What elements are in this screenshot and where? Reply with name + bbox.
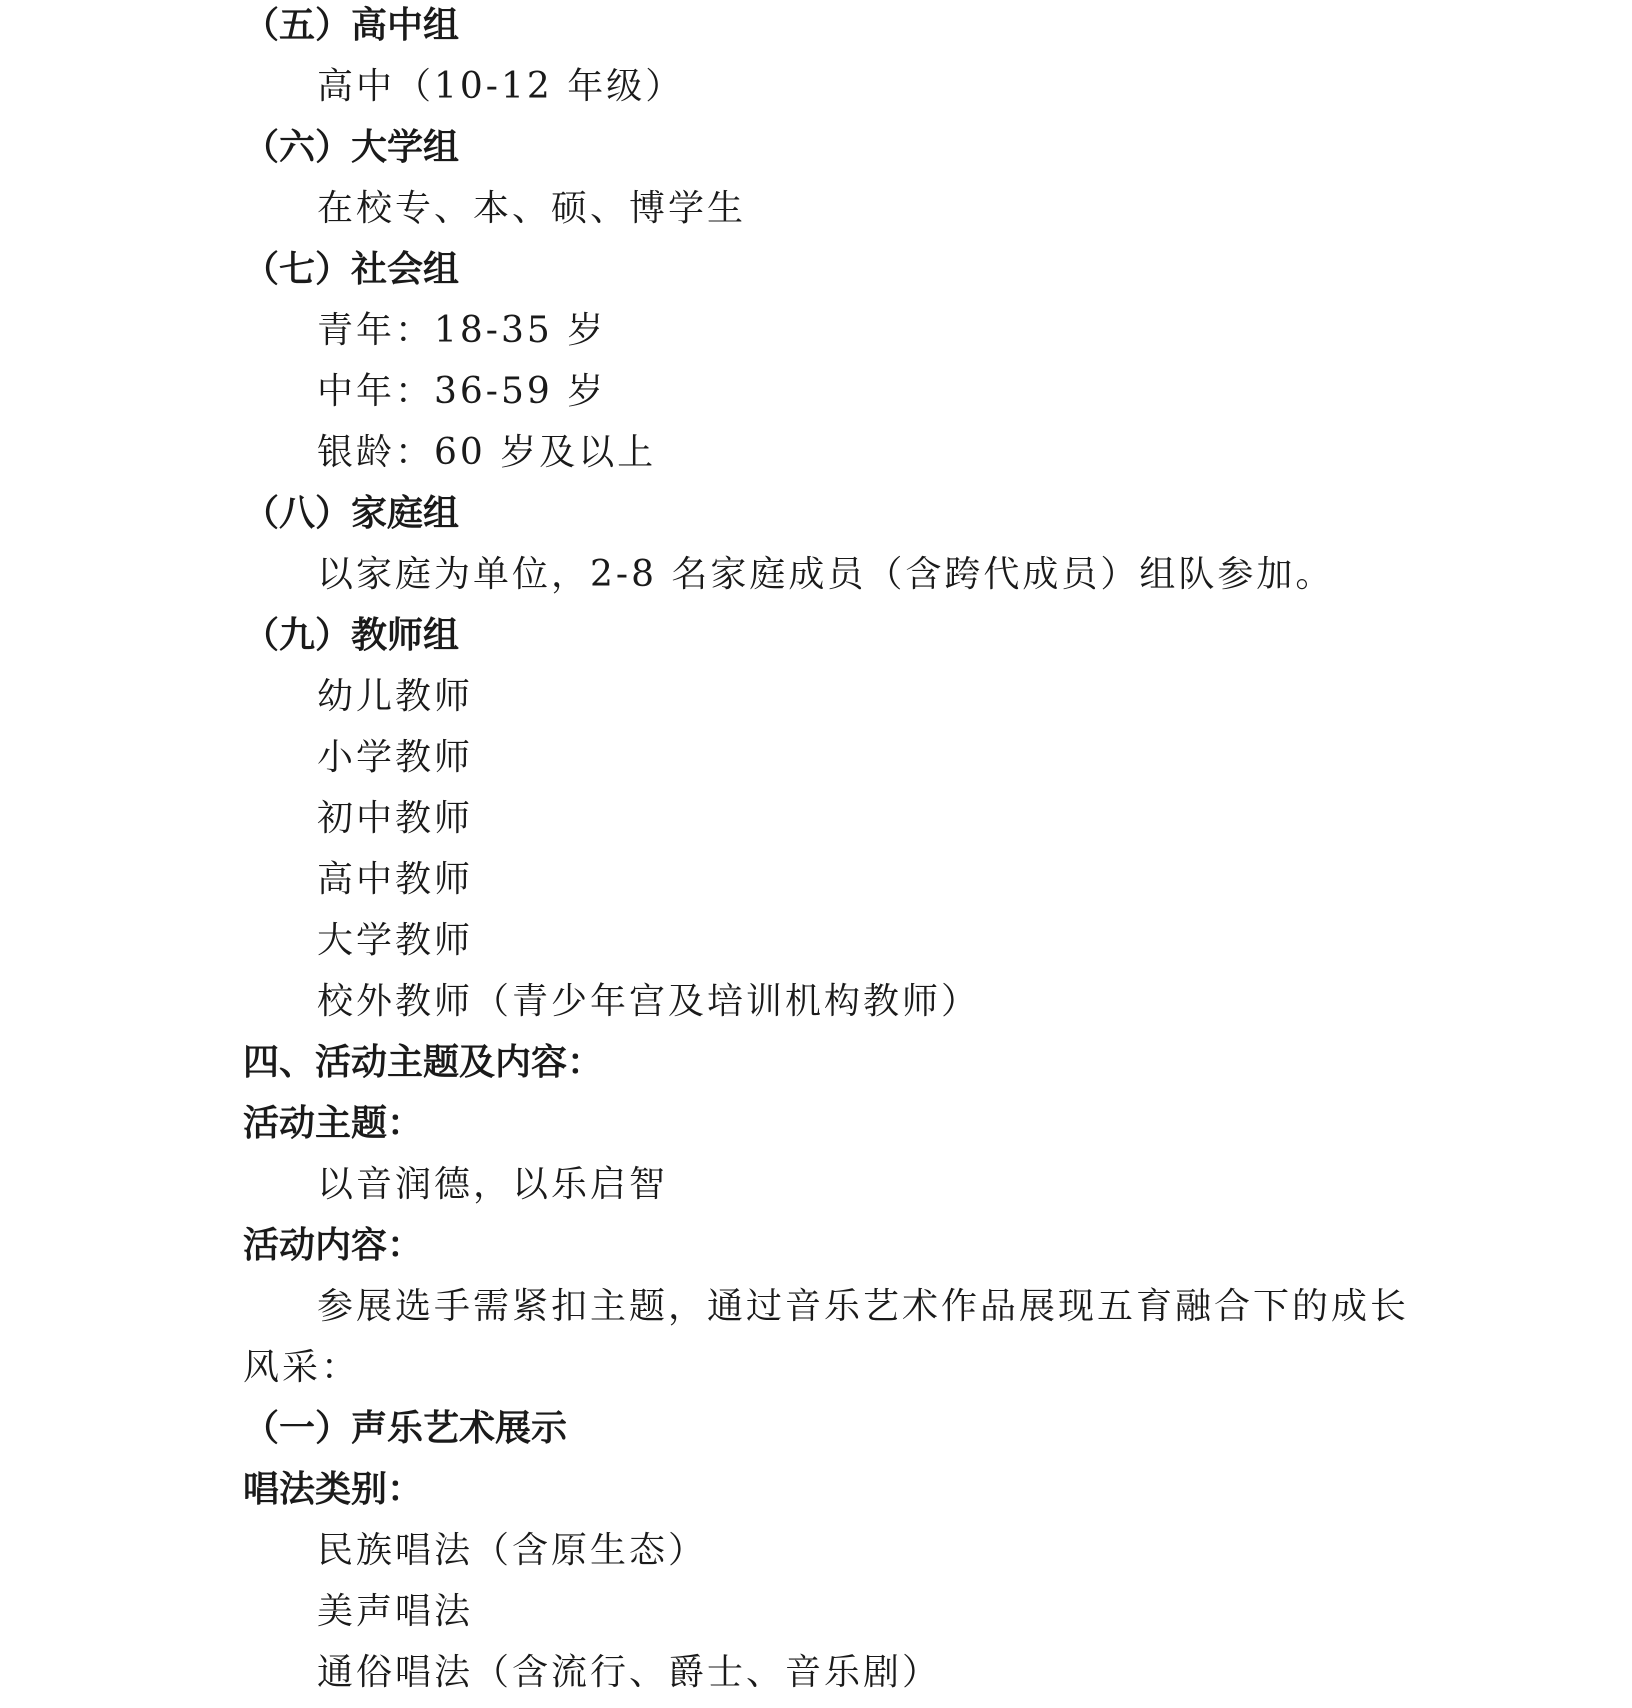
heading-singing-categories: 唱法类别： (243, 1469, 424, 1510)
text-bel-canto: 美声唱法 (317, 1591, 474, 1632)
text-teacher-university: 大学教师 (317, 920, 474, 961)
heading-vocal-art: （一）声乐艺术展示 (243, 1408, 568, 1449)
text-university-students: 在校专、本、硕、博学生 (317, 188, 747, 229)
heading-activity-content: 活动内容： (243, 1225, 424, 1266)
heading-teacher-group: （九）教师组 (243, 615, 460, 656)
text-teacher-kindergarten: 幼儿教师 (317, 676, 474, 717)
text-content-line-2: 风采： (243, 1347, 361, 1388)
text-theme: 以音润德，以乐启智 (317, 1164, 669, 1205)
text-popular-singing: 通俗唱法（含流行、爵士、音乐剧） (317, 1652, 942, 1693)
text-youth-age: 青年：18-35 岁 (317, 310, 607, 351)
text-teacher-primary: 小学教师 (317, 737, 474, 778)
text-folk-singing: 民族唱法（含原生态） (317, 1530, 708, 1571)
text-family-rule: 以家庭为单位，2-8 名家庭成员（含跨代成员）组队参加。 (317, 554, 1335, 595)
text-middle-age: 中年：36-59 岁 (317, 371, 607, 412)
heading-family-group: （八）家庭组 (243, 493, 460, 534)
heading-section-four: 四、活动主题及内容： (243, 1042, 604, 1083)
heading-university-group: （六）大学组 (243, 127, 460, 168)
text-teacher-extracurricular: 校外教师（青少年宫及培训机构教师） (317, 981, 981, 1022)
heading-activity-theme: 活动主题： (243, 1103, 424, 1144)
text-content-line-1: 参展选手需紧扣主题，通过音乐艺术作品展现五育融合下的成长 (317, 1286, 1410, 1327)
heading-high-school-group: （五）高中组 (243, 5, 460, 46)
text-teacher-senior: 高中教师 (317, 859, 474, 900)
text-senior-age: 银龄：60 岁及以上 (317, 432, 657, 473)
heading-society-group: （七）社会组 (243, 249, 460, 290)
text-high-school-grades: 高中（10-12 年级） (317, 66, 685, 107)
text-teacher-junior: 初中教师 (317, 798, 474, 839)
